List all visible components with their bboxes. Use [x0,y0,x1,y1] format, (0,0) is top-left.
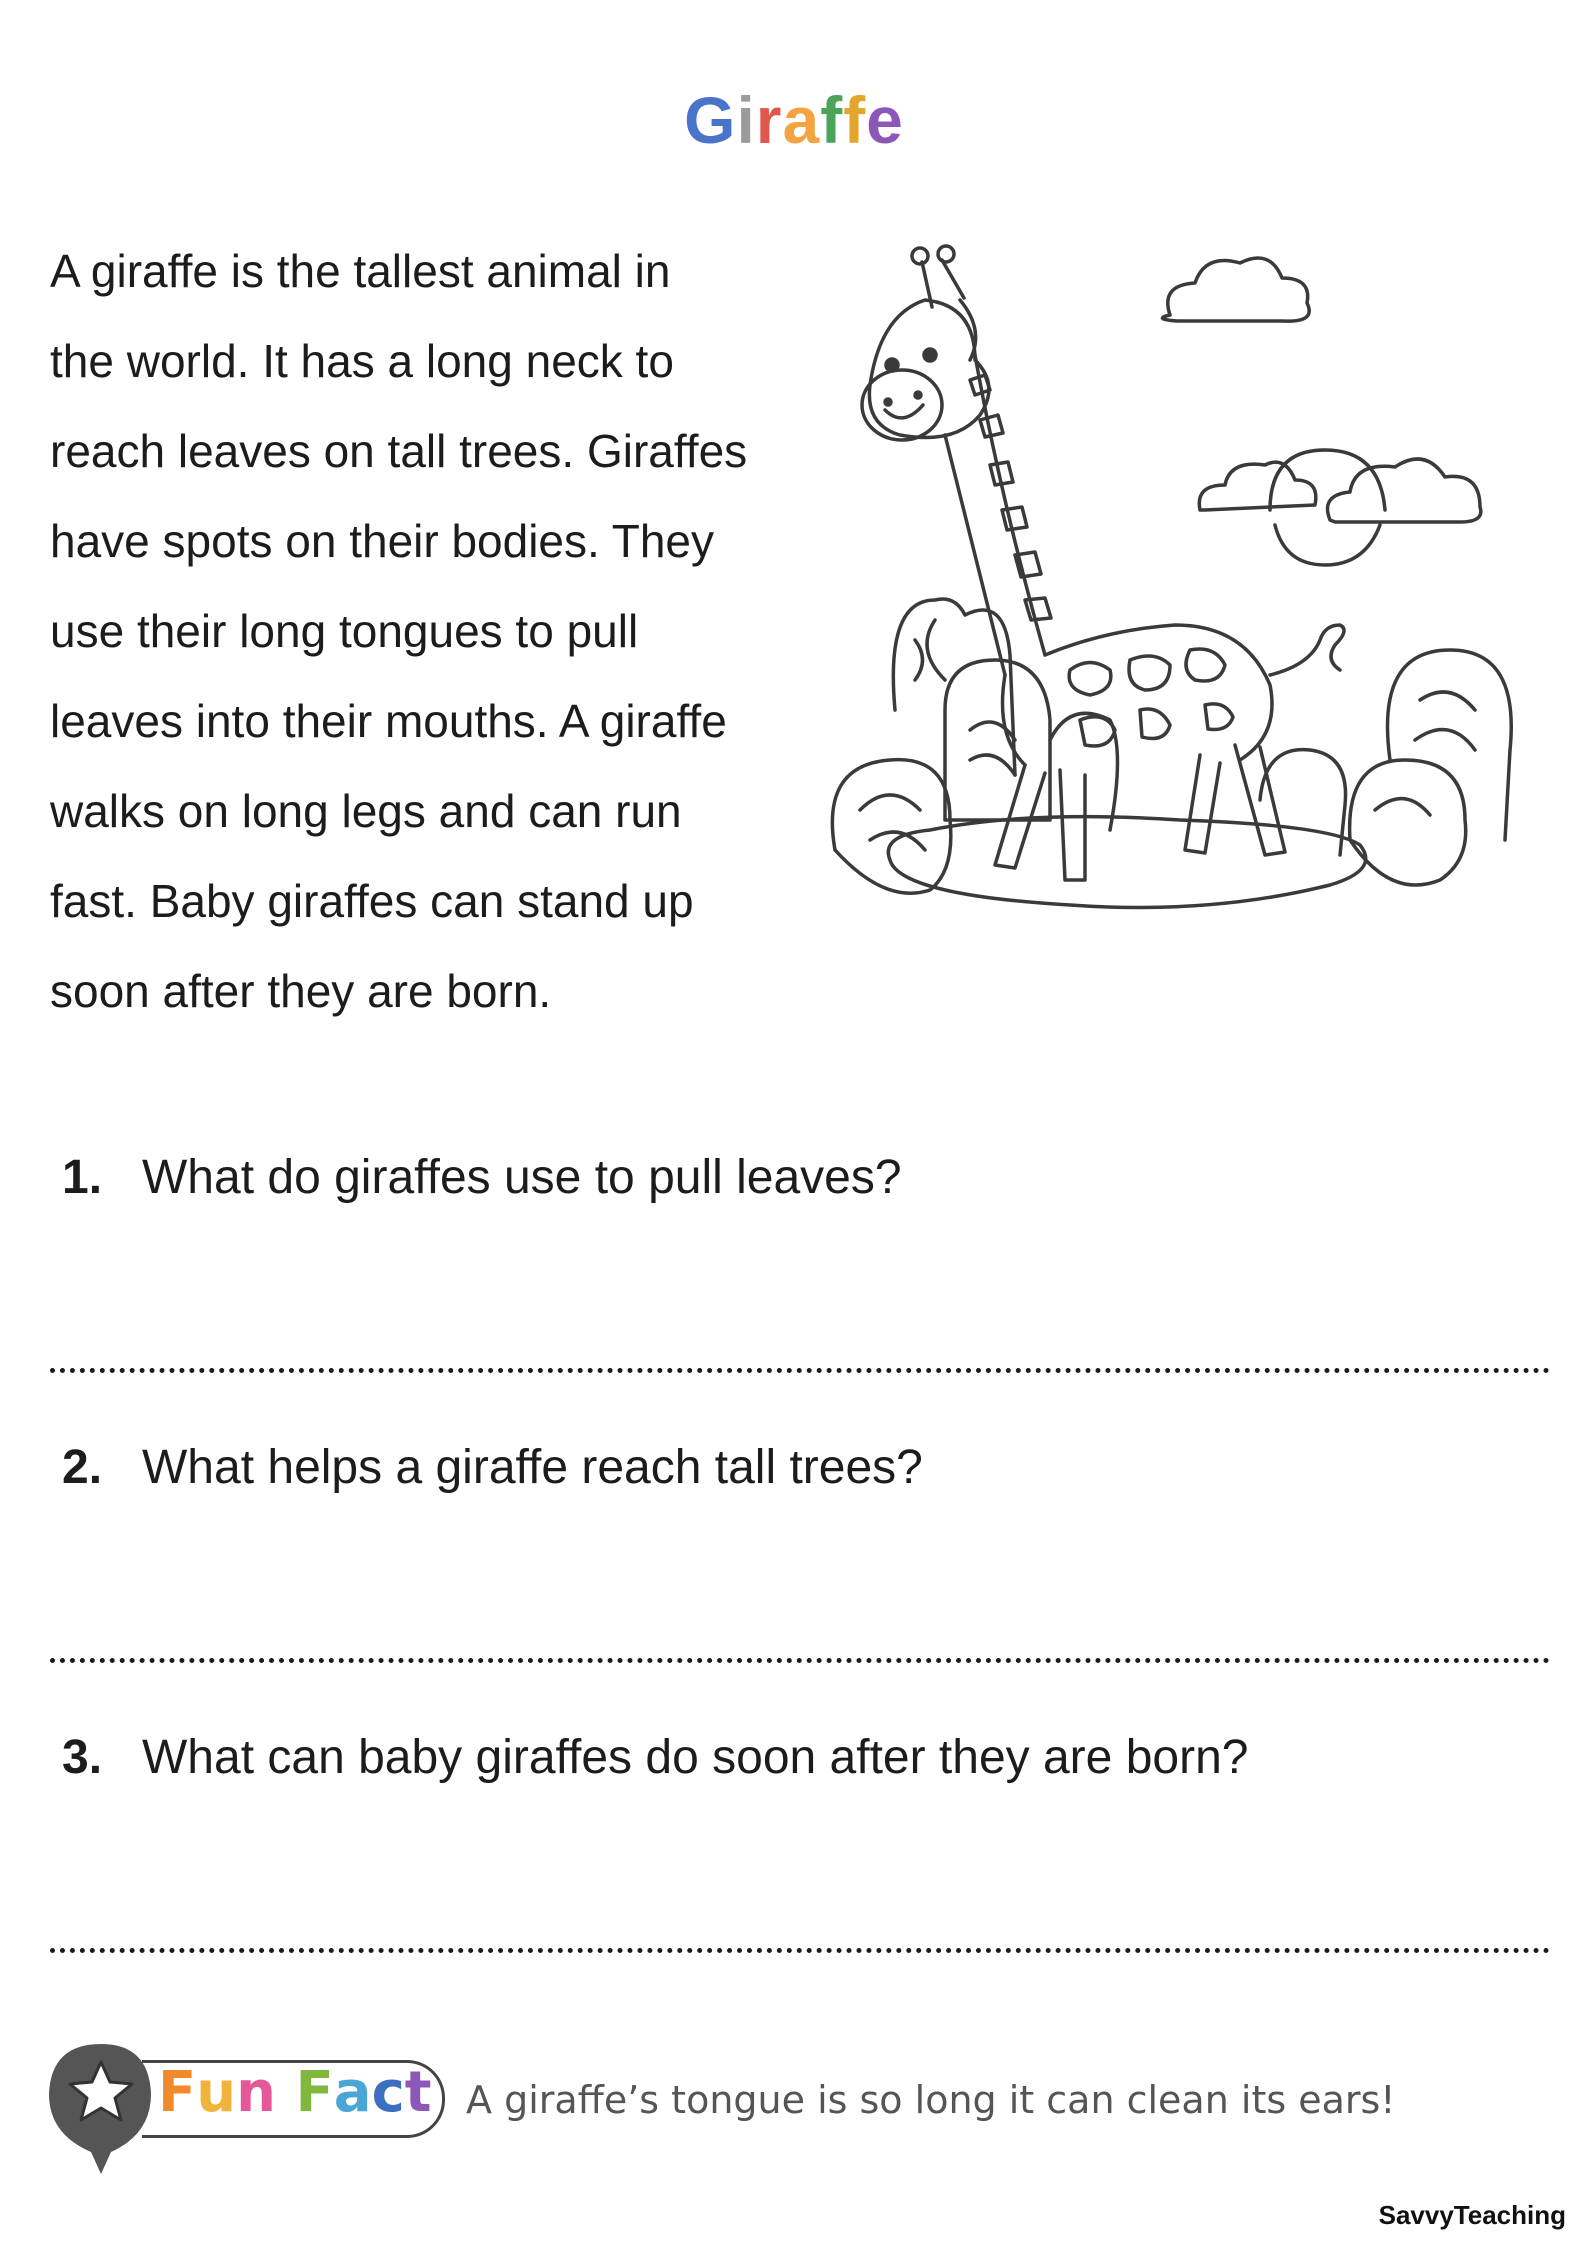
reading-passage [50,226,860,1036]
title-letter: f [843,83,867,157]
ground-icon [888,817,1365,908]
answer-line-2[interactable] [50,1658,1550,1663]
passage-line: reach leaves on tall trees. Giraffes [50,425,748,477]
question-text: What do giraffes use to pull leaves? [142,1151,902,1204]
cloud-icon [1199,462,1316,510]
fun-fact-label [158,2060,432,2125]
passage-line: A giraffe is the tallest animal in [50,245,671,297]
question-text: What can baby giraffes do soon after they are born? [142,1731,1249,1784]
title-letter: e [866,83,904,157]
title-letter: f [820,83,844,157]
fun-fact [46,2040,1546,2160]
passage-line: fast. Baby giraffes can stand up [50,875,694,927]
answer-line-3[interactable] [50,1948,1550,1953]
fun-fact-label-letter [276,2060,296,2125]
fun-fact-label-letter: t [404,2060,432,2125]
passage-line: soon after they are born. [50,965,552,1017]
question-text: What helps a giraffe reach tall trees? [142,1441,923,1494]
passage-line: the world. It has a long neck to [50,335,674,387]
fun-fact-text: A giraffe’s tongue is so long it can clean its ears! [466,2078,1396,2122]
passage-line: leaves into their mouths. A giraffe [50,695,727,747]
title-letter: G [684,83,737,157]
question-number: 3. [62,1731,103,1784]
bush-icon [1260,650,1511,885]
star-icon [46,2040,156,2178]
answer-line-1[interactable] [50,1368,1550,1373]
fun-fact-label-letter: c [371,2060,405,2125]
fun-fact-label-letter: n [236,2060,277,2125]
passage-line: have spots on their bodies. They [50,515,715,567]
passage-line: walks on long legs and can run [50,785,682,837]
giraffe-illustration-icon [830,240,1550,960]
giraffe-icon [862,246,1344,880]
fun-fact-label-letter: a [333,2060,372,2125]
title-letter: a [782,83,821,157]
title-letter: r [755,83,783,157]
worksheet-title [0,82,1588,158]
fun-fact-label-letter: u [196,2060,237,2125]
question-number: 1. [62,1151,103,1204]
passage-line: use their long tongues to pull [50,605,639,657]
fun-fact-label-letter: F [158,2060,197,2125]
cloud-icon [1162,258,1309,321]
brand-name: SavvyTeaching [1378,2200,1566,2230]
cloud-icon [1328,459,1481,522]
title-letter: i [736,83,756,157]
question-number: 2. [62,1441,103,1494]
fun-fact-label-letter: F [295,2060,334,2125]
